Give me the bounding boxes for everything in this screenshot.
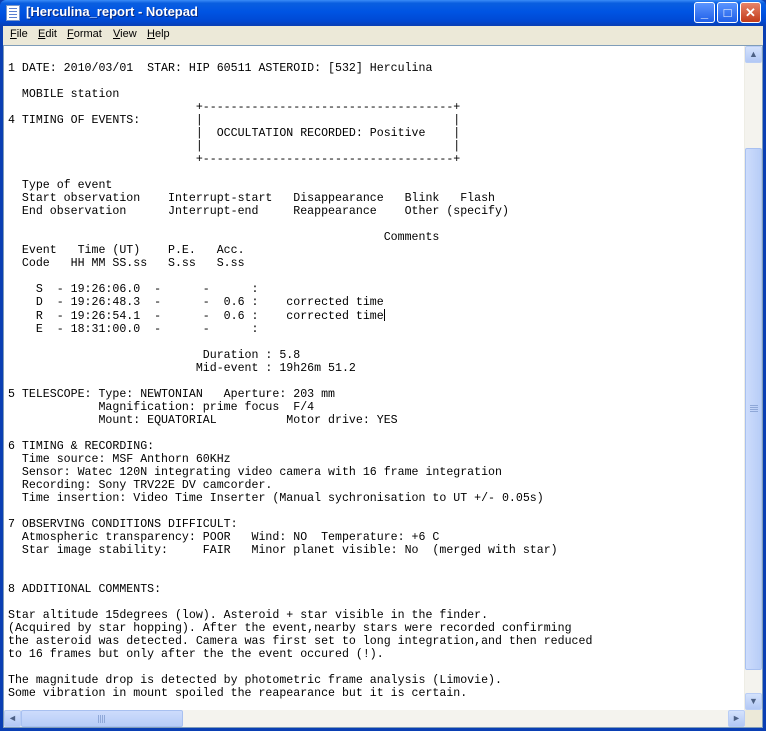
scroll-up-arrow-icon[interactable]: ▲: [745, 46, 762, 63]
document-text-after-caret: E - 18:31:00.0 - - : Duration : 5.8 Mid-event : 19h26m 51.2 5 TELESCOPE: Type: NEWTONIAN Aperture: 203 mm Magnification: prime focus F/4 Mount: EQUATORIAL Motor drive: YES 6 TIMING & RECORDING: Time source: MSF Anthorn 60KHz Sensor: Watec 120N integrating video camera with 16 frame integration Recording: Sony TRV22E DV camcorder. Time insertion: Video Time Inserter (Manual sychronisation to UT +/- 0.05s) 7 OBSERVING CONDITIONS DIFFICULT: Atmospheric transparency: POOR Wind: NO Temperature: +6 C Star image stability: FAIR Minor planet visible: No (merged with star) 8 ADDITIONAL COMMENTS: Star altitude 15degrees (low). Asteroid + star visible in the finder. (Acquired by star hopping). After the event,nearby stars were recorded confirming the asteroid was detected. Camera was first set to long integration,and then reduced to 16 frames but only after the the event occured (!). The magnitude drop is detected by photometric frame analysis (Limovie). Some vibration in mount spoiled the reapearance but it is certain.: [8, 323, 593, 700]
vertical-thumb-grip-icon: [750, 405, 758, 406]
menu-help[interactable]: Help: [147, 28, 170, 40]
text-area[interactable]: [4, 46, 745, 710]
notepad-app-icon[interactable]: [6, 5, 20, 21]
scroll-down-arrow-icon[interactable]: ▼: [745, 693, 762, 710]
menu-file[interactable]: File: [10, 28, 28, 40]
title-bar[interactable]: [0, 0, 766, 26]
minimize-button[interactable]: _: [694, 2, 715, 23]
document-text[interactable]: [8, 62, 592, 700]
window-title: [Herculina_report - Notepad: [26, 4, 198, 19]
vertical-scrollbar[interactable]: [744, 46, 762, 710]
maximize-button[interactable]: □: [717, 2, 738, 23]
horizontal-scrollbar[interactable]: [4, 710, 745, 727]
close-button[interactable]: ✕: [740, 2, 761, 23]
text-caret: [384, 309, 385, 321]
horizontal-scroll-thumb[interactable]: [21, 710, 183, 727]
document-text-before-caret: 1 DATE: 2010/03/01 STAR: HIP 60511 ASTEROID: [532] Herculina MOBILE station +------------------------------------+ 4 TIMING OF EVENTS: | | | OCCULTATION RECORDED: Positive | | | +------------------------------------+ Type of event Start observation Interrupt-start Disappearance Blink Flash End observation Jnterrupt-end Reappearance Other (specify) Comments Event Time (UT) P.E. Acc. Code HH MM SS.ss S.ss S.ss S - 19:26:06.0 - - : D - 19:26:48.3 - - 0.6 : corrected time R - 19:26:54.1 - - 0.6 : corrected time: [8, 62, 509, 323]
menu-view[interactable]: View: [113, 28, 137, 40]
menu-bar: [3, 26, 763, 45]
menu-format[interactable]: Format: [67, 28, 102, 40]
horizontal-thumb-grip-icon: [98, 715, 99, 723]
scroll-left-arrow-icon[interactable]: ◄: [4, 710, 21, 727]
vertical-scroll-thumb[interactable]: [745, 148, 762, 670]
scrollbar-corner: [745, 710, 762, 727]
scroll-right-arrow-icon[interactable]: ►: [728, 710, 745, 727]
text-editor[interactable]: [3, 45, 763, 728]
menu-edit[interactable]: Edit: [38, 28, 57, 40]
